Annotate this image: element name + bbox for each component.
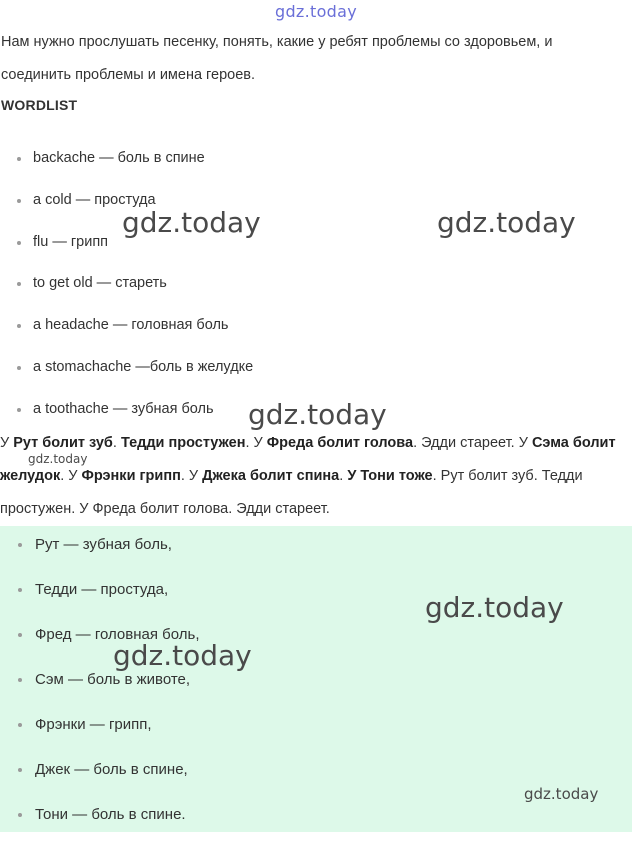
bullet-icon: [18, 813, 22, 817]
answer-item: Тони — боль в спине.: [0, 797, 200, 842]
watermark: gdz.today: [524, 785, 599, 803]
answer-item: Тедди — простуда,: [0, 572, 200, 617]
wordlist-item: backache — боль в спине: [0, 138, 253, 180]
bullet-icon: [18, 723, 22, 727]
bullet-icon: [18, 543, 22, 547]
bullet-icon: [17, 408, 21, 412]
bullet-icon: [18, 768, 22, 772]
bullet-icon: [17, 157, 21, 161]
wordlist: [0, 138, 253, 431]
bullet-icon: [17, 366, 21, 370]
bullet-icon: [17, 199, 21, 203]
answer-box: [0, 526, 632, 832]
bullet-icon: [17, 282, 21, 286]
answer-item: Фред — головная боль,: [0, 617, 200, 662]
watermark: gdz.today: [122, 206, 261, 239]
bullet-icon: [18, 678, 22, 682]
bullet-icon: [17, 324, 21, 328]
watermark: gdz.today: [113, 639, 252, 672]
wordlist-item: a toothache — зубная боль: [0, 389, 253, 431]
bullet-icon: [18, 588, 22, 592]
song-passage: У Рут болит зуб. Тедди простужен. У Фреда болит голова. Эдди стареет. У Сэма болит желудок. У Фрэнки грипп. У Джека болит спина. У Тони тоже. Рут болит зуб. Тедди простужен. У Фреда болит голова. Эдди стареет.: [0, 435, 616, 517]
wordlist-item: a headache — головная боль: [0, 305, 253, 347]
answer-item: Джек — боль в спине,: [0, 752, 200, 797]
watermark: gdz.today: [437, 206, 576, 239]
watermark: gdz.today: [425, 591, 564, 624]
wordlist-item: to get old — стареть: [0, 263, 253, 305]
wordlist-item: a stomachache —боль в желудке: [0, 347, 253, 389]
bullet-icon: [18, 633, 22, 637]
answer-list: [0, 527, 200, 842]
bullet-icon: [17, 241, 21, 245]
wordlist-item: flu — грипп: [0, 222, 253, 264]
wordlist-item: a cold — простуда: [0, 180, 253, 222]
wordlist-heading: WORDLIST: [1, 97, 78, 113]
watermark: gdz.today: [28, 452, 88, 466]
intro-text: Нам нужно прослушать песенку, понять, какие у ребят проблемы со здоровьем, и соединить проблемы и имена героев.: [1, 34, 553, 83]
answer-item: Сэм — боль в животе,: [0, 662, 200, 707]
answer-item: Фрэнки — грипп,: [0, 707, 200, 752]
watermark: gdz.today: [248, 398, 387, 431]
answer-item: Рут — зубная боль,: [0, 527, 200, 572]
site-logo[interactable]: gdz.today: [275, 2, 357, 21]
